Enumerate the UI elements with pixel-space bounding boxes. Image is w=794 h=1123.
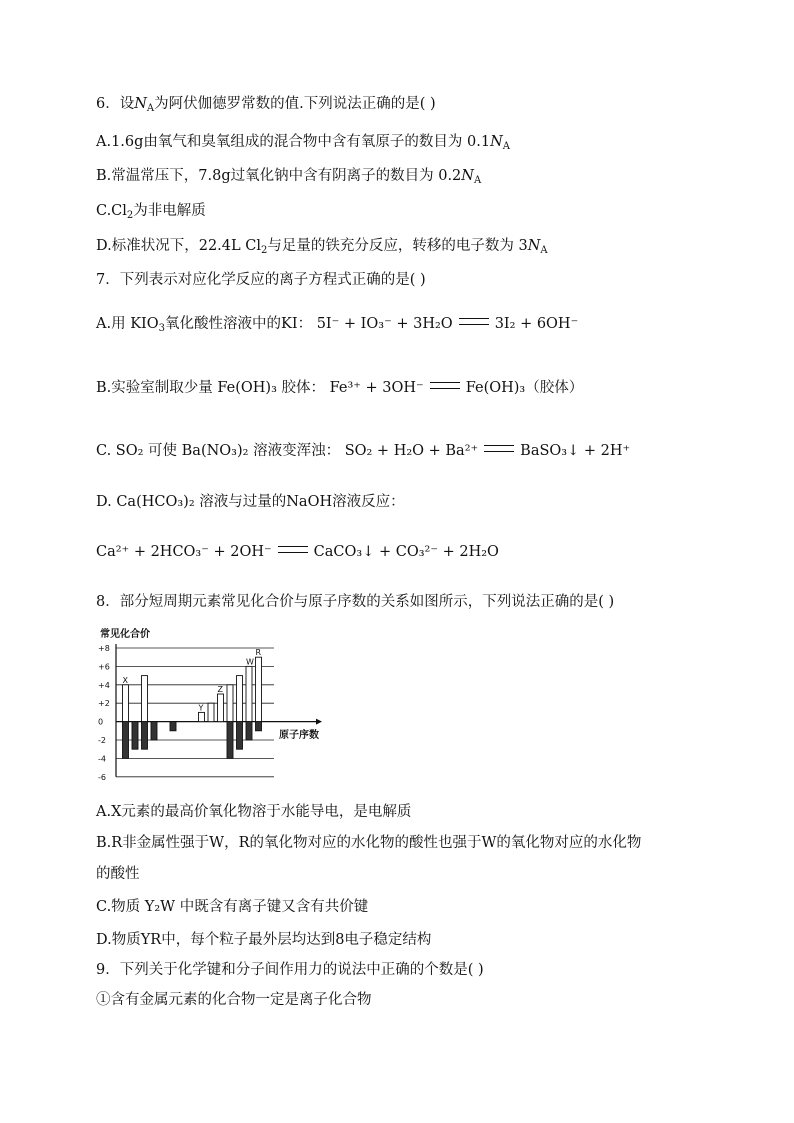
q6-option-c xyxy=(96,201,206,226)
chart-title: 常见化合价 xyxy=(100,629,150,640)
equals-sign xyxy=(484,445,514,452)
chart-bar xyxy=(132,722,138,750)
chart-bar xyxy=(246,722,252,740)
x-axis-arrow xyxy=(316,719,322,725)
chart-bar xyxy=(237,722,243,750)
q7-option-b xyxy=(96,378,583,398)
y-tick-label: +6 xyxy=(98,662,110,672)
chart-bar xyxy=(227,685,233,722)
y-tick-label: 0 xyxy=(98,717,104,727)
na-symbol: N xyxy=(134,96,147,112)
y-tick-label: +4 xyxy=(98,680,110,690)
equals-sign xyxy=(430,382,460,389)
na-symbol: N xyxy=(461,168,474,184)
bar-label: R xyxy=(255,648,262,658)
chart-bars xyxy=(123,657,262,758)
q7-option-a xyxy=(96,314,578,339)
y-tick-label: -6 xyxy=(98,772,106,782)
bar-label: Z xyxy=(217,685,223,694)
q6-b-text: B.常温常压下，7.8g过氧化钠中含有阴离子的数目为 0.2 xyxy=(96,168,462,184)
q7-b-lhs: Fe³⁺ + 3OH⁻ xyxy=(329,380,424,396)
q6-stem-b: 为阿伏伽德罗常数的值.下列说法正确的是( ) xyxy=(154,96,436,112)
q6-stem xyxy=(96,94,436,119)
q6-d-sub: 2 xyxy=(260,245,268,256)
q6-option-a xyxy=(96,132,510,157)
chart-bar xyxy=(142,722,148,750)
chart-x-label: 原子序数 xyxy=(279,730,319,741)
q7-d-lhs: Ca²⁺ + 2HCO₃⁻ + 2OH⁻ xyxy=(96,544,272,560)
q7-a-label: A.用 KIO xyxy=(96,316,159,332)
chart-bar xyxy=(142,676,148,722)
q6-c-text: C.Cl xyxy=(96,203,127,219)
y-tick-label: -2 xyxy=(98,736,106,745)
q7-c-lhs: SO₂ + H₂O + Ba²⁺ xyxy=(344,443,479,459)
na-sub: A xyxy=(146,103,155,114)
bar-label: W xyxy=(246,657,254,667)
na-symbol: N xyxy=(527,238,541,254)
q6-option-b xyxy=(96,166,481,191)
q7-d-rhs: CaCO₃↓ + CO₃²⁻ + 2H₂O xyxy=(313,544,499,560)
na-sub: A xyxy=(502,141,511,152)
na-sub: A xyxy=(540,245,548,256)
q8-option-d: D.物质YR中，每个粒子最外层均达到8电子稳定结构 xyxy=(96,932,432,948)
q8-option-c: C.物质 Y₂W 中既含有离子键又含有共价键 xyxy=(96,899,369,915)
q8-stem: 8．部分短周期元素常见化合价与原子序数的关系如图所示，下列说法正确的是( ) xyxy=(96,594,615,610)
chart-y-ticks xyxy=(98,644,110,782)
q6-d-text-b: 与足量的铁充分反应，转移的电子数为 3 xyxy=(267,238,528,254)
chart-bar xyxy=(170,722,176,731)
q7-a-label-b: 氧化酸性溶液中的KI： xyxy=(165,316,313,332)
q7-option-d-equation xyxy=(96,542,499,562)
y-tick-label: +8 xyxy=(98,644,110,653)
q6-c-sub: 2 xyxy=(126,210,134,221)
q7-option-d: D. Ca(HCO₃)₂ 溶液与过量的NaOH溶液反应： xyxy=(96,494,405,510)
q6-d-text: D.标准状况下，22.4L Cl xyxy=(96,238,261,254)
bar-label: X xyxy=(122,675,128,685)
chart-bar xyxy=(123,722,129,759)
chart-bar xyxy=(227,722,233,759)
equals-sign xyxy=(459,318,489,325)
q7-b-label: B.实验室制取少量 Fe(OH)₃ 胶体： xyxy=(96,380,325,396)
chart-bar xyxy=(123,685,129,722)
q7-a-lhs: 5I⁻ + IO₃⁻ + 3H₂O xyxy=(316,316,453,332)
q6-stem-a: 6．设 xyxy=(96,96,135,112)
na-sub: A xyxy=(473,175,482,186)
q6-a-text: A.1.6g由氧气和臭氧组成的混合物中含有氧原子的数目为 0.1 xyxy=(96,134,491,150)
chart-bar xyxy=(218,694,224,722)
valence-chart xyxy=(96,626,336,786)
equals-sign xyxy=(278,546,308,553)
q9-stem: 9．下列关于化学键和分子间作用力的说法中正确的个数是( ) xyxy=(96,962,484,978)
chart-bar xyxy=(208,703,214,721)
q7-c-rhs: BaSO₃↓ + 2H⁺ xyxy=(520,443,631,459)
chart-bar xyxy=(246,666,252,721)
chart-bar xyxy=(256,722,262,731)
q7-b-rhs: Fe(OH)₃（胶体） xyxy=(465,380,584,396)
q7-option-c xyxy=(96,441,630,461)
bar-label: Y xyxy=(198,703,204,713)
q8-option-a: A.X元素的最高价氧化物溶于水能导电，是电解质 xyxy=(96,804,412,820)
q8-option-b-line2: 的酸性 xyxy=(96,866,140,882)
q6-option-d xyxy=(96,236,548,261)
q7-a-rhs: 3I₂ + 6OH⁻ xyxy=(494,316,579,332)
na-symbol: N xyxy=(490,134,503,150)
q7-c-label: C. SO₂ 可使 Ba(NO₃)₂ 溶液变浑浊： xyxy=(96,443,341,459)
q7-stem: 7．下列表示对应化学反应的离子方程式正确的是( ) xyxy=(96,272,426,288)
chart-bar xyxy=(199,712,205,721)
y-tick-label: +2 xyxy=(98,699,110,709)
chart-bar xyxy=(151,722,157,740)
q9-item-1: ①含有金属元素的化合物一定是离子化合物 xyxy=(96,992,372,1008)
chart-bar xyxy=(237,676,243,722)
y-tick-label: -4 xyxy=(98,754,106,764)
q7-a-label-sub: 3 xyxy=(158,323,166,334)
q6-c-text-b: 为非电解质 xyxy=(133,203,206,219)
q8-option-b-line1: B.R非金属性强于W，R的氧化物对应的水化物的酸性也强于W的氧化物对应的水化物 xyxy=(96,835,642,851)
chart-bar xyxy=(256,657,262,721)
